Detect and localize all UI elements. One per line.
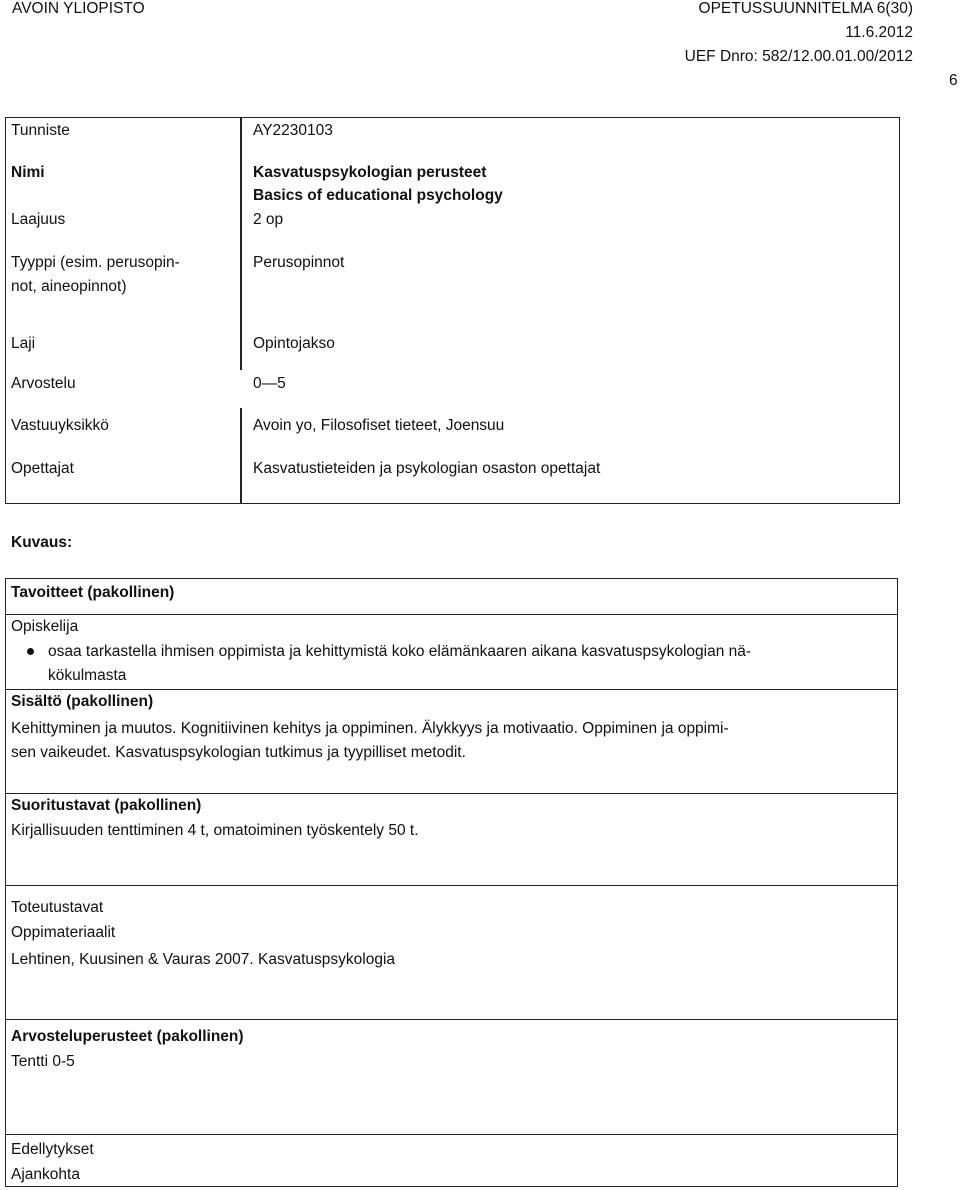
header-org: AVOIN YLIOPISTO bbox=[12, 0, 145, 17]
tavoitteet-intro: Opiskelija bbox=[11, 618, 79, 635]
tunniste-value: AY2230103 bbox=[253, 122, 333, 139]
vastuuyksikko-label: Vastuuyksikkö bbox=[11, 417, 109, 434]
vastuuyksikko-value: Avoin yo, Filosofiset tieteet, Joensuu bbox=[253, 417, 505, 434]
info-table-divider-bottom bbox=[240, 408, 242, 504]
tavoitteet-heading: Tavoitteet (pakollinen) bbox=[11, 584, 175, 601]
laji-value: Opintojakso bbox=[253, 335, 335, 352]
arvosteluperusteet-heading: Arvosteluperusteet (pakollinen) bbox=[11, 1028, 244, 1045]
arvostelu-value: 0—5 bbox=[253, 375, 286, 392]
sisalto-line1: Kehittyminen ja muutos. Kognitiivinen kehitys ja oppiminen. Älykkyys ja motivaatio. Oppiminen ja oppimi- bbox=[11, 720, 729, 737]
header-dnro: UEF Dnro: 582/12.00.01.00/2012 bbox=[684, 48, 913, 65]
tavoitteet-heading-box bbox=[5, 578, 898, 615]
laajuus-label: Laajuus bbox=[11, 211, 66, 228]
header-doc-title: OPETUSSUUNNITELMA 6(30) bbox=[698, 0, 913, 17]
nimi-label: Nimi bbox=[11, 164, 45, 181]
laji-label: Laji bbox=[11, 335, 36, 352]
toteutustavat-heading: Toteutustavat bbox=[11, 899, 104, 916]
page-number: 6 bbox=[949, 72, 958, 89]
suoritustavat-heading: Suoritustavat (pakollinen) bbox=[11, 797, 202, 814]
tunniste-label: Tunniste bbox=[11, 122, 70, 139]
tyyppi-label-1: Tyyppi (esim. perusopin- bbox=[11, 254, 180, 271]
tavoitteet-bullet-line1: osaa tarkastella ihmisen oppimista ja kehittymistä koko elämänkaaren aikana kasvatuspsykologian nä- bbox=[48, 643, 752, 660]
kuvaus-label: Kuvaus: bbox=[11, 534, 73, 551]
arvostelu-label: Arvostelu bbox=[11, 375, 76, 392]
oppimateriaalit-text: Lehtinen, Kuusinen & Vauras 2007. Kasvatuspsykologia bbox=[11, 951, 396, 968]
tyyppi-label-2: not, aineopinnot) bbox=[11, 278, 127, 295]
tavoitteet-bullet-line2: kökulmasta bbox=[48, 667, 127, 684]
ajankohta-label: Ajankohta bbox=[11, 1166, 80, 1183]
suoritustavat-text: Kirjallisuuden tenttiminen 4 t, omatoiminen työskentely 50 t. bbox=[11, 822, 419, 839]
info-table-divider-top bbox=[240, 118, 242, 370]
bullet-icon bbox=[27, 648, 34, 655]
nimi-value-fi: Kasvatuspsykologian perusteet bbox=[253, 164, 487, 181]
header-date: 11.6.2012 bbox=[845, 24, 913, 41]
opettajat-value: Kasvatustieteiden ja psykologian osaston opettajat bbox=[253, 460, 601, 477]
arvosteluperusteet-text: Tentti 0-5 bbox=[11, 1053, 75, 1070]
opettajat-label: Opettajat bbox=[11, 460, 74, 477]
sisalto-heading: Sisältö (pakollinen) bbox=[11, 693, 154, 710]
nimi-value-en: Basics of educational psychology bbox=[253, 187, 503, 204]
oppimateriaalit-label: Oppimateriaalit bbox=[11, 924, 116, 941]
edellytykset-box bbox=[5, 1134, 898, 1187]
tyyppi-value: Perusopinnot bbox=[253, 254, 345, 271]
sisalto-line2: sen vaikeudet. Kasvatuspsykologian tutkimus ja tyypilliset metodit. bbox=[11, 744, 466, 761]
edellytykset-heading: Edellytykset bbox=[11, 1141, 94, 1158]
laajuus-value: 2 op bbox=[253, 211, 284, 228]
